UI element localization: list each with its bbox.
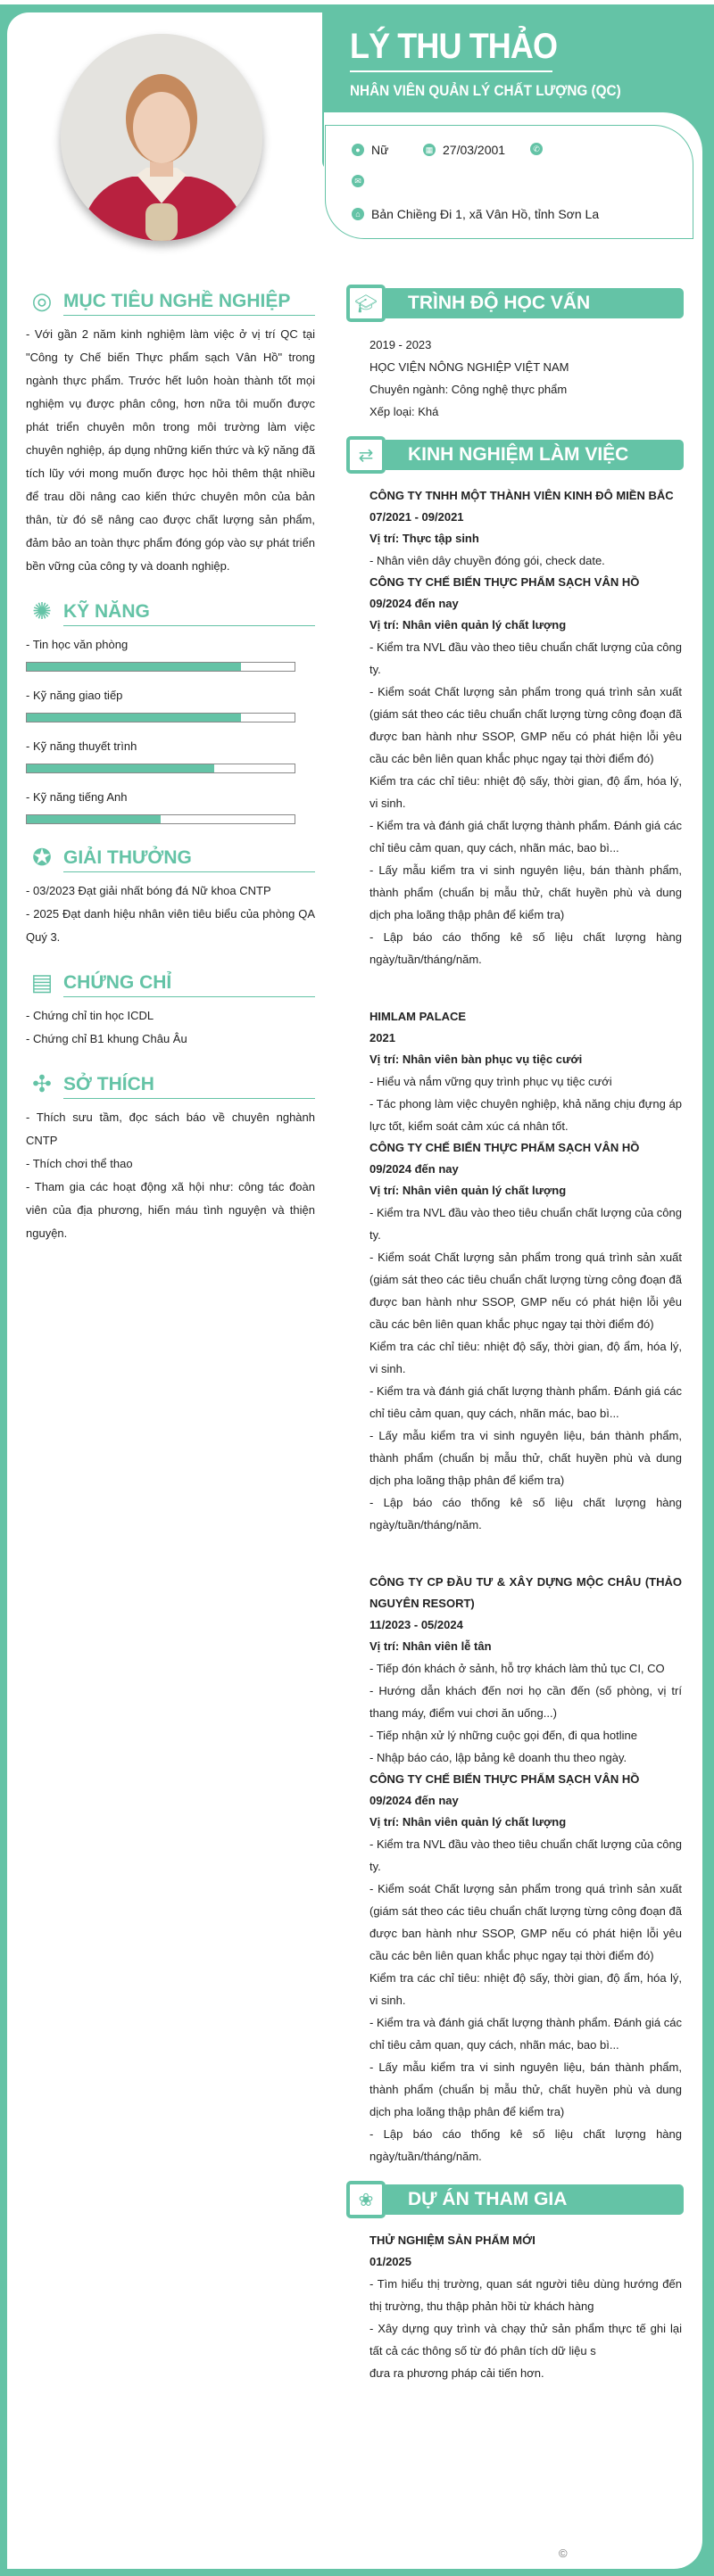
company-name: CÔNG TY CHẾ BIẾN THỰC PHẨM SẠCH VÂN HỒ	[369, 1772, 640, 1786]
skills-section	[26, 594, 315, 824]
detail-line: Kiểm tra các chỉ tiêu: nhiệt độ sấy, thời gian, độ ẩm, hóa lý, vi sinh.	[369, 1971, 682, 2007]
section-title: TRÌNH ĐỘ HỌC VẤN	[386, 288, 684, 318]
detail-line: - Tác phong làm việc chuyên nghiệp, khả năng chịu đựng áp lực tốt, kiểm soát cảm xúc cá nhân tốt.	[369, 1097, 682, 1133]
detail-line: Kiểm tra các chỉ tiêu: nhiệt độ sấy, thời gian, độ ẩm, hóa lý, vi sinh.	[369, 774, 682, 810]
education-line: Xếp loại: Khá	[369, 405, 439, 418]
detail-line: - Nhập báo cáo, lập bảng kê doanh thu theo ngày.	[369, 1751, 627, 1764]
detail-line: - Kiểm tra và đánh giá chất lượng thành phẩm. Đánh giá các chỉ tiêu cảm quan, quy cách, nhãn mác, bao bì...	[369, 1384, 682, 1420]
gender: Nữ	[371, 143, 389, 157]
section-title: KINH NGHIỆM LÀM VIỆC	[386, 440, 684, 470]
skill-bar	[26, 713, 295, 722]
list-item: - 03/2023 Đạt giải nhất bóng đá Nữ khoa CNTP	[26, 884, 271, 897]
section-title: MỤC TIÊU NGHỀ NGHIỆP	[63, 291, 315, 316]
skill-bar-fill	[27, 815, 161, 823]
projects-header	[346, 2180, 684, 2219]
detail-line: - Kiểm tra và đánh giá chất lượng thành phẩm. Đánh giá các chỉ tiêu cảm quan, quy cách, nhãn mác, bao bì...	[369, 819, 682, 855]
detail-line: - Lấy mẫu kiểm tra vi sinh nguyên liệu, bán thành phẩm, thành phẩm (chuẩn bị mẫu thử, chất huyền phù và dung dịch pha loãng thập phân để kiểm tra)	[369, 1429, 682, 1487]
detail-line: - Tiếp đón khách ở sảnh, hỗ trợ khách làm thủ tục CI, CO	[369, 1662, 665, 1675]
experience-body	[346, 485, 684, 2167]
copyright: ©	[559, 2547, 568, 2560]
company-name: CÔNG TY CHẾ BIẾN THỰC PHẨM SẠCH VÂN HỒ	[369, 1141, 640, 1154]
detail-line: - Kiểm soát Chất lượng sản phẩm trong quá trình sản xuất (giám sát theo các tiêu chuẩn chất lượng từng công đoạn đã được ban hành như SSOP, GMP nếu có phát hiện lỗi yêu cầu các bên liên quan khắc phục ngay tại thời điểm đó)	[369, 1251, 682, 1331]
period: 11/2023 - 05/2024	[369, 1618, 463, 1631]
spacer	[369, 970, 682, 1006]
section-title: CHỨNG CHỈ	[63, 972, 315, 997]
calendar-icon: ▦	[423, 144, 436, 156]
detail-line: - Kiểm tra NVL đầu vào theo tiêu chuẩn chất lượng của công ty.	[369, 640, 682, 676]
experience-entry	[369, 1769, 682, 2167]
education-line: 2019 - 2023	[369, 338, 432, 351]
objective-section	[26, 284, 315, 578]
contact-info-box	[325, 125, 693, 239]
period: 01/2025	[369, 2255, 411, 2268]
spacer	[369, 1536, 682, 1572]
detail-line: - Lập báo cáo thống kê số liệu chất lượng hàng ngày/tuần/tháng/năm.	[369, 1496, 682, 1532]
list-item: - Chứng chỉ tin học ICDL	[26, 1009, 154, 1022]
list-item: - Thích chơi thể thao	[26, 1157, 133, 1170]
period: 09/2024 đến nay	[369, 1162, 459, 1176]
phone-icon: ✆	[530, 143, 543, 155]
section-title: GIẢI THƯỞNG	[63, 847, 315, 872]
detail-line: - Xây dựng quy trình và chạy thử sản phẩm thực tế ghi lại tất cả các thông số từ đó phân tích dữ liệu s	[369, 2322, 682, 2357]
certificate-icon: ▤	[30, 969, 54, 995]
detail-line: đưa ra phương pháp cải tiến hơn.	[369, 2366, 544, 2380]
detail-line: Kiểm tra các chỉ tiêu: nhiệt độ sấy, thời gian, độ ẩm, hóa lý, vi sinh.	[369, 1340, 682, 1375]
section-title: DỰ ÁN THAM GIA	[386, 2184, 684, 2215]
detail-line: - Hướng dẫn khách đến nơi họ cần đến (số phòng, vị trí thang máy, điểm vui chơi ăn uống...)	[369, 1684, 682, 1720]
section-title: KỸ NĂNG	[63, 601, 315, 626]
experience-entry	[369, 1572, 682, 1769]
detail-line: - Lập báo cáo thống kê số liệu chất lượng hàng ngày/tuần/tháng/năm.	[369, 930, 682, 966]
experience-entry	[369, 1006, 682, 1137]
company-name: CÔNG TY CP ĐẦU TƯ & XÂY DỰNG MỘC CHÂU (THẢO NGUYÊN RESORT)	[369, 1575, 682, 1610]
education-header	[346, 284, 684, 323]
detail-line: - Kiểm tra NVL đầu vào theo tiêu chuẩn chất lượng của công ty.	[369, 1206, 682, 1242]
awards-section	[26, 840, 315, 949]
detail-line: - Tìm hiểu thị trường, quan sát người tiêu dùng hướng đến thị trường, thu thập phản hồi từ khách hàng	[369, 2277, 682, 2313]
skill-bar-fill	[27, 663, 241, 671]
education-line: HỌC VIỆN NÔNG NGHIỆP VIỆT NAM	[369, 360, 569, 374]
handshake-icon: ❀	[346, 2181, 386, 2218]
detail-line: - Hiểu và nắm vững quy trình phục vụ tiệc cưới	[369, 1075, 612, 1088]
list-item: - Tham gia các hoạt động xã hội như: công tác đoàn viên của địa phương, hiến máu tình nguyện và thiện nguyện.	[26, 1180, 315, 1240]
hobbies-section	[26, 1067, 315, 1245]
right-column	[346, 284, 684, 2397]
detail-line: - Lấy mẫu kiểm tra vi sinh nguyên liệu, bán thành phẩm, thành phẩm (chuẩn bị mẫu thử, chất huyền phù và dung dịch pha loãng thập phân để kiểm tra)	[369, 863, 682, 921]
certificates-section	[26, 965, 315, 1051]
company-name: CÔNG TY TNHH MỘT THÀNH VIÊN KINH ĐÔ MIỀN BẮC	[369, 489, 674, 502]
company-name: CÔNG TY CHẾ BIẾN THỰC PHẨM SẠCH VÂN HỒ	[369, 575, 640, 589]
address: Bản Chiềng Đi 1, xã Vân Hồ, tỉnh Sơn La	[371, 207, 600, 221]
graduation-cap-icon: 🎓︎	[346, 285, 386, 322]
detail-line: - Tiếp nhận xử lý những cuộc gọi đến, đi qua hotline	[369, 1729, 637, 1742]
skill-bar-fill	[27, 714, 241, 722]
date-of-birth: 27/03/2001	[443, 143, 506, 157]
skill-bar	[26, 764, 295, 773]
home-icon: ⌂	[352, 208, 364, 220]
experience-entry	[369, 1137, 682, 1572]
period: 07/2021 - 09/2021	[369, 510, 464, 524]
experience-entry	[369, 485, 682, 572]
user-icon: ●	[352, 144, 364, 156]
list-item: - Thích sưu tầm, đọc sách báo về chuyên nghành CNTP	[26, 1110, 315, 1147]
left-column	[26, 284, 315, 1261]
detail-line: - Nhân viên dây chuyền đóng gói, check date.	[369, 554, 605, 567]
name-divider	[350, 70, 552, 72]
detail-line: - Kiểm soát Chất lượng sản phẩm trong quá trình sản xuất (giám sát theo các tiêu chuẩn chất lượng từng công đoạn đã được ban hành như SSOP, GMP nếu có phát hiện lỗi yêu cầu các bên liên quan khắc phục ngay tại thời điểm đó)	[369, 685, 682, 765]
detail-line: - Lấy mẫu kiểm tra vi sinh nguyên liệu, bán thành phẩm, thành phẩm (chuẩn bị mẫu thử, chất huyền phù và dung dịch pha loãng thập phân để kiểm tra)	[369, 2060, 682, 2118]
skill-label: - Tin học văn phòng	[26, 638, 129, 651]
detail-line: - Kiểm soát Chất lượng sản phẩm trong quá trình sản xuất (giám sát theo các tiêu chuẩn chất lượng từng công đoạn đã được ban hành như SSOP, GMP nếu có phát hiện lỗi yêu cầu các bên liên quan khắc phục ngay tại thời điểm đó)	[369, 1882, 682, 1962]
position: Vị trí: Nhân viên lễ tân	[369, 1639, 492, 1653]
position: Vị trí: Nhân viên quản lý chất lượng	[369, 618, 567, 632]
list-item: - 2025 Đạt danh hiệu nhân viên tiêu biểu của phòng QA Quý 3.	[26, 907, 315, 944]
candidate-name: LÝ THU THẢO	[350, 27, 558, 66]
puzzle-icon: ✣	[32, 1070, 52, 1097]
company-name: HIMLAM PALACE	[369, 1010, 467, 1023]
project-name: THỬ NGHIỆM SẢN PHẨM MỚI	[369, 2233, 536, 2247]
position: Vị trí: Nhân viên quản lý chất lượng	[369, 1815, 567, 1829]
section-title: SỞ THÍCH	[63, 1074, 315, 1099]
avatar	[61, 34, 262, 241]
skill-label: - Kỹ năng giao tiếp	[26, 689, 123, 702]
position: Vị trí: Thực tập sinh	[369, 532, 479, 545]
detail-line: - Lập báo cáo thống kê số liệu chất lượng hàng ngày/tuần/tháng/năm.	[369, 2127, 682, 2163]
skill-label: - Kỹ năng thuyết trình	[26, 739, 137, 753]
mail-icon: ✉	[352, 175, 364, 187]
lightbulb-icon: ✺	[32, 598, 52, 624]
skill-bar-fill	[27, 764, 214, 772]
education-body	[346, 334, 684, 423]
job-title: NHÂN VIÊN QUẢN LÝ CHẤT LƯỢNG (QC)	[350, 82, 621, 99]
projects-body	[346, 2230, 684, 2384]
period: 09/2024 đến nay	[369, 597, 459, 610]
detail-line: - Kiểm tra NVL đầu vào theo tiêu chuẩn chất lượng của công ty.	[369, 1837, 682, 1873]
position: Vị trí: Nhân viên quản lý chất lượng	[369, 1184, 567, 1197]
skill-bar	[26, 814, 295, 824]
skill-bar	[26, 662, 295, 672]
detail-line: - Kiểm tra và đánh giá chất lượng thành phẩm. Đánh giá các chỉ tiêu cảm quan, quy cách, nhãn mác, bao bì...	[369, 2016, 682, 2052]
skill-label: - Kỹ năng tiếng Anh	[26, 790, 128, 804]
experience-entry	[369, 572, 682, 1006]
education-line: Chuyên ngành: Công nghệ thực phẩm	[369, 383, 568, 396]
target-icon: ◎	[31, 287, 53, 314]
period: 09/2024 đến nay	[369, 1794, 459, 1807]
experience-header	[346, 435, 684, 475]
award-icon: ✪	[32, 844, 52, 871]
period: 2021	[369, 1031, 395, 1044]
objective-text: - Với gần 2 năm kinh nghiệm làm việc ở vị trí QC tại "Công ty Chế biến Thực phẩm sạch Vân Hồ" trong ngành thực phẩm. Trước hết luôn hoàn thành tốt mọi nghiệm vụ được phân công, hơn nữa tôi muốn được phát triển chuyên môn trong môi trường làm việc chuyên nghiệp, áp dụng những kiến thức và kỹ năng đã tích lũy với mong muốn được học hỏi thêm thật nhiều để trau dồi nâng cao kiến thức chuyên môn của bản thân, từ đó sẽ nâng cao được chất lượng sản phẩm, đảm bảo an toàn thực phẩm đóng góp vào sự phát triển bền vững của công ty và doanh nghiệp.	[26, 327, 315, 573]
position: Vị trí: Nhân viên bàn phục vụ tiệc cưới	[369, 1053, 583, 1066]
workflow-icon: ⇄	[346, 436, 386, 474]
list-item: - Chứng chỉ B1 khung Châu Âu	[26, 1032, 187, 1045]
